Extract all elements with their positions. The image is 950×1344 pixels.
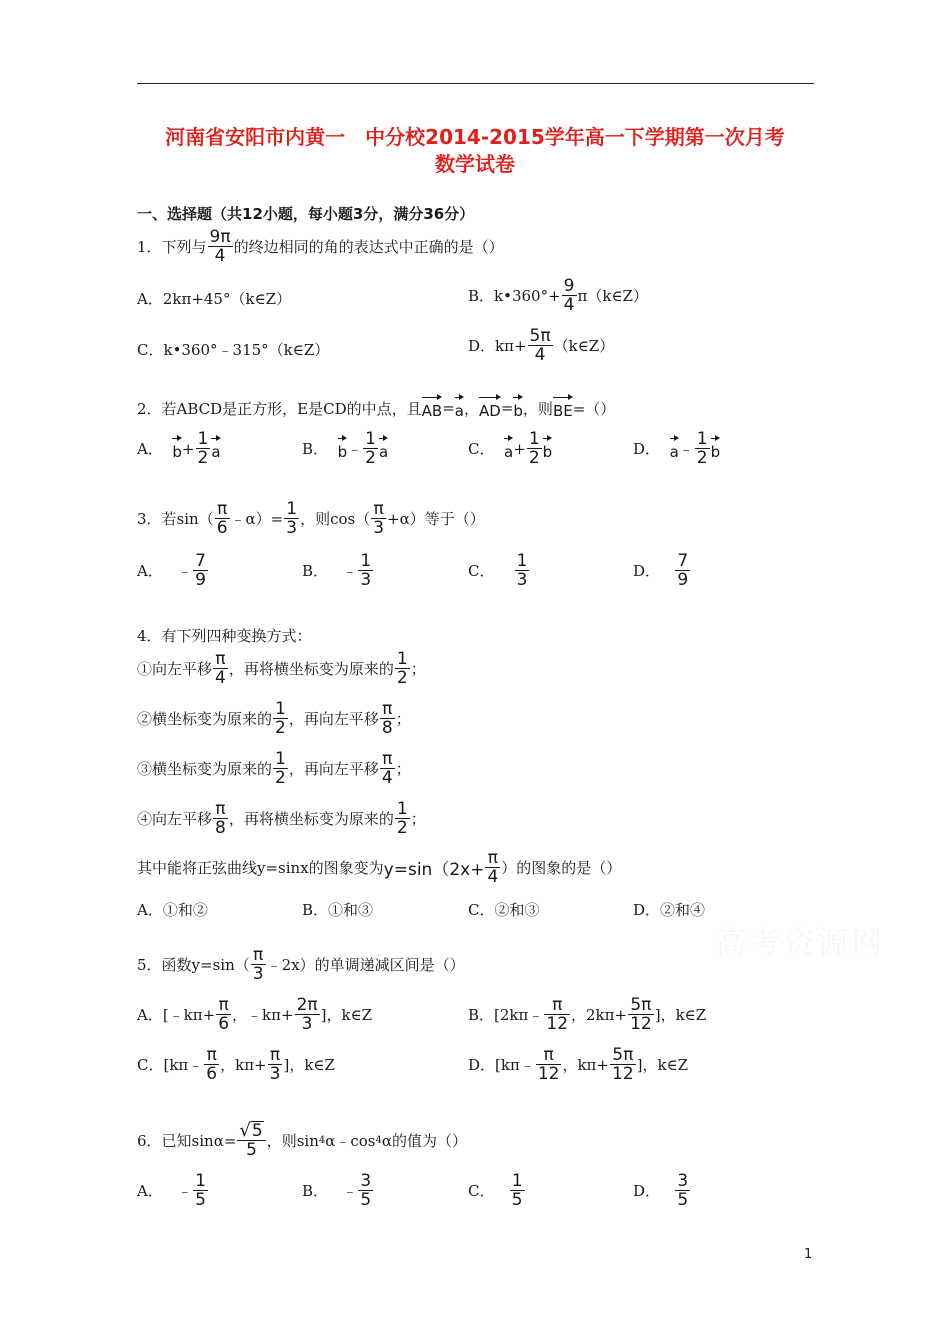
- vector-b: b: [513, 396, 523, 420]
- q6-option-b[interactable]: B． ﹣ $\frac{3}{5}$: [302, 1171, 372, 1210]
- q3-option-b[interactable]: B． ﹣ $\frac{1}{3}$: [302, 551, 372, 590]
- vector-ad: AD: [479, 396, 501, 420]
- question-6-stem: 6．已知sinα= √ 5 5 ，则sin 4 α﹣cos 4 α的值为（）: [137, 1120, 468, 1160]
- question-4-stem: 4．有下列四种变换方式：: [137, 627, 312, 645]
- q3-option-a[interactable]: A． ﹣ $\frac{7}{9}$: [137, 551, 206, 590]
- q6-option-d[interactable]: D． $\frac{3}{5}$: [633, 1171, 689, 1210]
- q4-item-3: ③横坐标变为原来的 $\frac{1}{2}$ ，再向左平移 $\frac{\pi}{4}$ ；: [137, 749, 411, 788]
- section-heading: 一、选择题（共12小题，每小题3分，满分36分）: [137, 205, 475, 223]
- q5-option-b[interactable]: B．[2kπ﹣ $\frac{\pi}{12}$ ，2kπ+ $\frac{5\pi}{12}$ ]，k∈Z: [468, 995, 707, 1034]
- vector-be: BE: [553, 396, 573, 420]
- q4-question: 其中能将正弦曲线y=sinx的图象变为 y=sin（2x+ $\frac{\pi}{4}$ ）的图象的是（）: [137, 848, 622, 887]
- question-5-stem: 5．函数y=sin（ $\frac{\pi}{3}$ ﹣2x）的单调递减区间是（）: [137, 945, 465, 984]
- q1-option-a[interactable]: A．2kπ+45°（k∈Z）: [137, 290, 292, 308]
- q5-option-d[interactable]: D．[kπ﹣ $\frac{\pi}{12}$ ，kπ+ $\frac{5\pi}{12}$ ]，k∈Z: [468, 1045, 689, 1084]
- exam-title-line1: 河南省安阳市内黄一 中分校2014-2015学年高一下学期第一次月考: [165, 125, 785, 149]
- q1-option-c[interactable]: C．k•360°﹣315°（k∈Z）: [137, 341, 330, 359]
- q5-option-a[interactable]: A．[﹣kπ+ $\frac{\pi}{6}$ ，﹣kπ+ $\frac{2\pi}{3}$ ]，k∈Z: [137, 995, 373, 1034]
- q2-option-c[interactable]: C． a + $\frac{1}{2}$ b: [468, 429, 553, 468]
- question-1-stem: 1．下列与 $\frac{9\pi}{4}$ 的终边相同的角的表达式中正确的是（）: [137, 227, 504, 266]
- vector-ab: AB: [422, 396, 443, 420]
- question-3-stem: 3．若sin（ $\frac{\pi}{6}$ ﹣α）= $\frac{1}{3}$ ，则cos（ $\frac{\pi}{3}$ +α）等于（）: [137, 499, 485, 538]
- q1-option-b[interactable]: B．k•360°+ $\frac{9}{4}$ π（k∈Z）: [468, 276, 648, 315]
- q5-option-c[interactable]: C．[kπ﹣ $\frac{\pi}{6}$ ，kπ+ $\frac{\pi}{3}$ ]，k∈Z: [137, 1045, 335, 1084]
- q4-option-b[interactable]: B．①和③: [302, 901, 374, 919]
- q3-option-d[interactable]: D． $\frac{7}{9}$: [633, 551, 689, 590]
- q4-option-a[interactable]: A．①和②: [137, 901, 208, 919]
- q4-option-c[interactable]: C．②和③: [468, 901, 540, 919]
- q4-item-1: ①向左平移 $\frac{\pi}{4}$ ，再将横坐标变为原来的 $\frac{1}{2}$ ；: [137, 649, 426, 688]
- q6-option-a[interactable]: A． ﹣ $\frac{1}{5}$: [137, 1171, 206, 1210]
- q3-option-c[interactable]: C． $\frac{1}{3}$: [468, 551, 528, 590]
- q1-option-d[interactable]: D．kπ+ $\frac{5\pi}{4}$ （k∈Z）: [468, 326, 615, 365]
- vector-a: a: [455, 396, 464, 420]
- q4-option-d[interactable]: D．②和④: [633, 901, 706, 919]
- q4-item-2: ②横坐标变为原来的 $\frac{1}{2}$ ，再向左平移 $\frac{\pi}{8}$ ；: [137, 699, 411, 738]
- q2-option-a[interactable]: A． b + $\frac{1}{2}$ a: [137, 429, 221, 468]
- exam-title-line2: 数学试卷: [435, 152, 515, 176]
- page-number: 1: [804, 1247, 813, 1262]
- q2-option-b[interactable]: B． b ﹣ $\frac{1}{2}$ a: [302, 429, 389, 468]
- q2-option-d[interactable]: D． a ﹣ $\frac{1}{2}$ b: [633, 429, 721, 468]
- watermark: [716, 918, 886, 962]
- q6-option-c[interactable]: C． $\frac{1}{5}$: [468, 1171, 523, 1210]
- fraction: $\frac{9\pi}{4}$: [209, 227, 231, 266]
- q4-item-4: ④向左平移 $\frac{\pi}{8}$ ，再将横坐标变为原来的 $\frac{1}{2}$ ；: [137, 799, 426, 838]
- header-rule: [137, 83, 814, 84]
- question-2-stem: 2．若ABCD是正方形，E是CD的中点，且 AB = a ， AD = b ，则 BE =（）: [137, 396, 615, 420]
